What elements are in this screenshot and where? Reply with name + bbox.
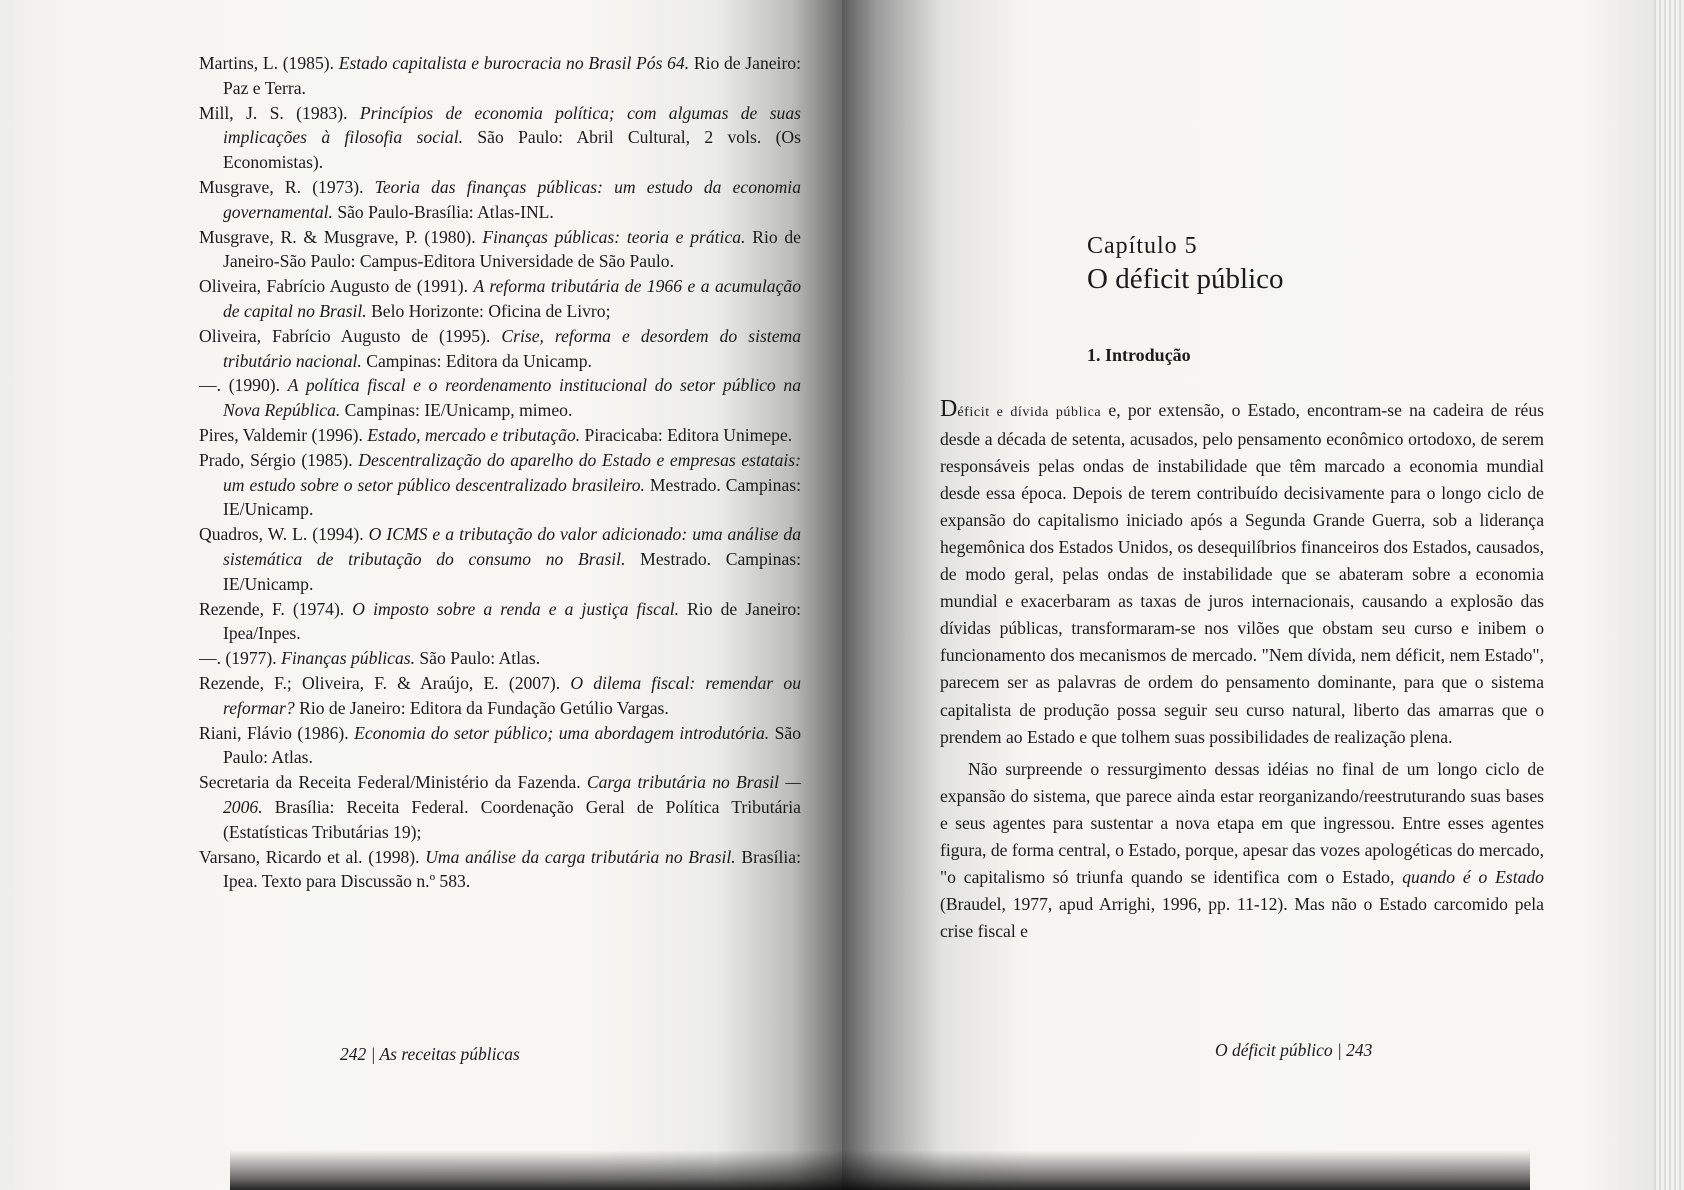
- reference-pre: Oliveira, Fabrício Augusto de (1995).: [199, 325, 502, 346]
- reference-post: Rio de Janeiro: Ipea/Inpes.: [223, 598, 802, 644]
- bibliography-list: [199, 51, 801, 894]
- reference-title: Teoria das finanças públicas: um estudo da economia governamental.: [223, 176, 801, 222]
- reference-post: Campinas: IE/Unicamp, mimeo.: [340, 400, 573, 421]
- reference-post: Rio de Janeiro: Editora da Fundação Getúlio Vargas.: [294, 697, 669, 718]
- reference-post: Rio de Janeiro-São Paulo: Campus-Editora Universidade de São Paulo.: [223, 226, 801, 272]
- paragraph-2: [940, 756, 1544, 945]
- reference-pre: Quadros, W. L. (1994).: [199, 524, 369, 545]
- reference-title: Princípios de economia política; com algumas de suas implicações à filosofia social.: [223, 102, 801, 148]
- reference-entry: [199, 646, 801, 671]
- small-caps-lead: éficit e dívida pública: [957, 405, 1102, 420]
- reference-post: Piracicaba: Editora Unimepe.: [580, 424, 793, 445]
- section-heading: 1. Introdução: [1087, 345, 1191, 365]
- drop-cap: D: [940, 396, 958, 422]
- reference-title: Crise, reforma e desordem do sistema tributário nacional.: [223, 325, 801, 371]
- reference-pre: Varsano, Ricardo et al. (1998).: [199, 846, 426, 867]
- reference-post: Rio de Janeiro: Paz e Terra.: [223, 53, 801, 98]
- reference-pre: Musgrave, R. & Musgrave, P. (1980).: [199, 226, 483, 247]
- reference-title: A reforma tributária de 1966 e a acumulação de capital no Brasil.: [223, 276, 801, 321]
- reference-post: São Paulo-Brasília: Atlas-INL.: [332, 201, 554, 222]
- paragraph-1-text: e, por extensão, o Estado, encontram-se na cadeira de réus desde a década de setenta, acusados, pelo pensamento econômico ortodoxo, de serem responsáveis pelas ondas de instabilidade que têm marcado a economia mundial desde essa época. Depois de terem contribuído decisivamente para o longo ciclo de expansão do capitalismo iniciado após a Segunda Grande Guerra, sob a liderança hegemônica dos Estados Unidos, os desequilíbrios financeiros dos Estados, causados, de modo geral, pelas ondas de instabilidade que se abateram sobre a economia mundial e exacerbaram as taxas de juros internacionais, causando a explosão das dívidas públicas, transformaram-se nos vilões que obstam seu curso e inibem o funcionamento dos mecanismos de mercado. "Nem dívida, nem déficit, nem Estado", parecem ser as palavras de ordem do pensamento dominante, para que o sistema capitalista de produção possa seguir seu curso natural, liberto das amarras que o prendem ao Estado e que tolhem suas possibilidades de realização plena.: [940, 400, 1544, 747]
- reference-entry: [199, 522, 801, 596]
- reference-pre: Oliveira, Fabrício Augusto de (1991).: [199, 276, 474, 297]
- reference-entry: [199, 423, 801, 448]
- reference-post: Mestrado. Campinas: IE/Unicamp.: [223, 548, 801, 594]
- reference-pre: Pires, Valdemir (1996).: [199, 424, 368, 445]
- reference-pre: Mill, J. S. (1983).: [199, 102, 360, 123]
- chapter-label: Capítulo 5: [1087, 233, 1198, 259]
- reference-title: Finanças públicas: teoria e prática.: [482, 226, 746, 247]
- reference-title: Estado, mercado e tributação.: [367, 424, 581, 445]
- reference-pre: Musgrave, R. (1973).: [199, 176, 375, 197]
- reference-post: São Paulo: Atlas.: [415, 648, 541, 669]
- reference-entry: [199, 51, 801, 101]
- reference-pre: Riani, Flávio (1986).: [199, 722, 355, 743]
- chapter-title: O déficit público: [1087, 263, 1284, 295]
- reference-entry: [199, 373, 801, 423]
- page-edges: [1654, 0, 1684, 1190]
- reference-entry: [199, 597, 801, 647]
- reference-title: Finanças públicas.: [281, 648, 415, 669]
- reference-title: O dilema fiscal: remendar ou reformar?: [223, 672, 801, 718]
- reference-title: Descentralização do aparelho do Estado e empresas estatais: um estudo sobre o setor público descentralizado brasileiro.: [223, 449, 801, 495]
- reference-pre: Secretaria da Receita Federal/Ministério da Fazenda.: [199, 772, 587, 793]
- reference-pre: Prado, Sérgio (1985).: [199, 449, 359, 470]
- reference-post: Belo Horizonte: Oficina de Livro;: [366, 300, 611, 321]
- reference-post: Mestrado. Campinas: IE/Unicamp.: [223, 474, 801, 520]
- reference-pre: —. (1977).: [199, 648, 282, 669]
- chapter-body: [940, 396, 1544, 945]
- reference-post: Campinas: Editora da Unicamp.: [361, 350, 592, 371]
- reference-pre: —. (1990).: [199, 375, 288, 396]
- paragraph-2-text-b: (Braudel, 1977, apud Arrighi, 1996, pp. 11-12). Mas não o Estado carcomido pela crise fiscal e: [940, 893, 1544, 941]
- scan-shadow: [230, 1150, 1530, 1190]
- left-folio: 242 | As receitas públicas: [340, 1044, 520, 1064]
- reference-title: Economia do setor público; uma abordagem introdutória.: [354, 722, 770, 743]
- reference-entry: [199, 101, 801, 175]
- paragraph-1: [940, 396, 1544, 751]
- reference-pre: Rezende, F. (1974).: [199, 598, 353, 619]
- reference-title: Carga tributária no Brasil — 2006.: [223, 772, 801, 817]
- reference-entry: [199, 324, 801, 374]
- reference-title: Estado capitalista e burocracia no Brasil Pós 64.: [338, 53, 690, 73]
- reference-title: Uma análise da carga tributária no Brasil.: [425, 846, 736, 867]
- paragraph-2-italic: quando é o Estado: [1402, 866, 1544, 887]
- reference-pre: Rezende, F.; Oliveira, F. & Araújo, E. (2007).: [199, 672, 571, 693]
- reference-entry: [199, 274, 801, 324]
- reference-entry: [199, 845, 801, 895]
- reference-title: O ICMS e a tributação do valor adicionado: uma análise da sistemática de tributação do consumo no Brasil.: [223, 524, 801, 569]
- reference-title: A política fiscal e o reordenamento institucional do setor público na Nova República.: [223, 375, 801, 421]
- reference-post: São Paulo: Atlas.: [223, 722, 801, 768]
- reference-post: São Paulo: Abril Cultural, 2 vols. (Os Economistas).: [223, 127, 801, 173]
- reference-entry: [199, 448, 801, 522]
- reference-post: Brasília: Receita Federal. Coordenação Geral de Política Tributária (Estatísticas Tributárias 19);: [223, 796, 801, 842]
- reference-pre: Martins, L. (1985).: [199, 53, 339, 73]
- reference-entry: [199, 671, 801, 721]
- reference-post: Brasília: Ipea. Texto para Discussão n.º 583.: [223, 846, 801, 892]
- paragraph-2-text-a: Não surpreende o ressurgimento dessas idéias no final de um longo ciclo de expansão do sistema, que parece ainda estar reorganizando/reestruturando suas bases e seus agentes para sustentar a nova etapa em que ingressou. Entre esses agentes figura, de forma central, o Estado, porque, apesar das vozes apologéticas do mercado, "o capitalismo só triunfa quando se identifica com o Estado,: [940, 758, 1544, 887]
- reference-entry: [199, 770, 801, 844]
- reference-entry: [199, 721, 801, 771]
- reference-title: O imposto sobre a renda e a justiça fiscal.: [352, 598, 680, 619]
- reference-entry: [199, 175, 801, 225]
- reference-entry: [199, 225, 801, 275]
- right-folio: O déficit público | 243: [1215, 1040, 1373, 1060]
